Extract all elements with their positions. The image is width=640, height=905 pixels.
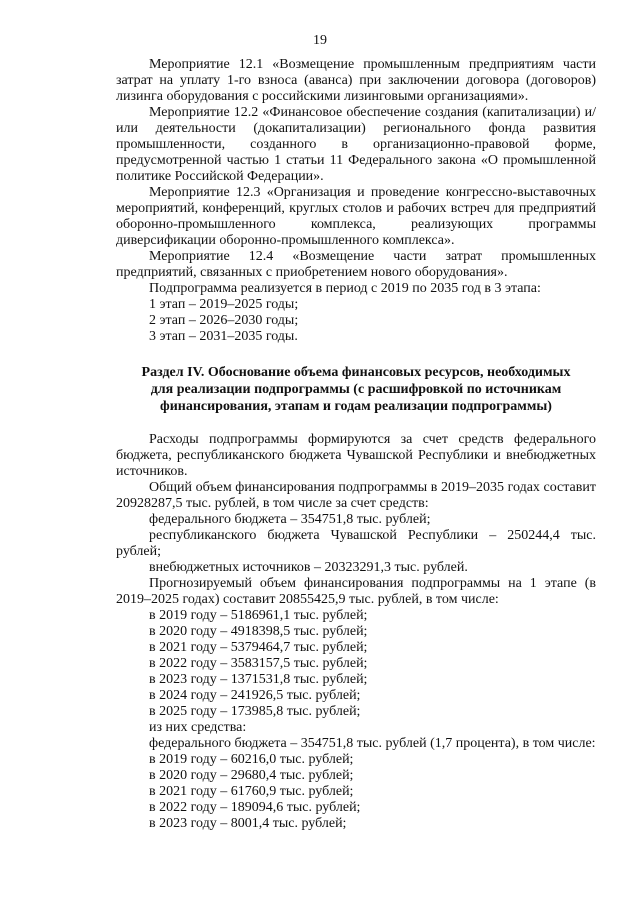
text-line: в 2022 году – 189094,6 тыс. рублей;: [149, 800, 361, 815]
text-line: из них средства:: [149, 720, 247, 735]
measures-section: [116, 57, 596, 345]
paragraph: Прогнозируемый объем финансирования подпрограммы на 1 этапе (в 2019–2025 годах) составит 20855425,9 тыс. рублей, в том числе:: [116, 576, 596, 607]
page-number: 19: [313, 33, 327, 48]
heading-line: финансирования, этапам и годам реализации подпрограммы): [160, 399, 552, 414]
section-heading: [116, 364, 596, 415]
text-line: в 2025 году – 173985,8 тыс. рублей;: [149, 704, 361, 719]
text-line: федерального бюджета – 354751,8 тыс. рублей;: [149, 512, 431, 527]
text-line: 3 этап – 2031–2035 годы.: [149, 329, 298, 344]
text-line: 1 этап – 2019–2025 годы;: [149, 297, 299, 312]
paragraph: Общий объем финансирования подпрограммы в 2019–2035 годах составит 20928287,5 тыс. рублей, в том числе за счет средств:: [116, 480, 596, 511]
text-line: в 2021 году – 61760,9 тыс. рублей;: [149, 784, 354, 799]
paragraph: республиканского бюджета Чувашской Республики – 250244,4 тыс. рублей;: [116, 528, 596, 559]
paragraph: Мероприятие 12.3 «Организация и проведение конгрессно-выставочных мероприятий, конференций, круглых столов и рабочих встреч для предприятий оборонно-промышленного комплекса, реализующих программы диверсификации оборонно-промышленного комплекса».: [116, 185, 596, 248]
text-line: в 2019 году – 5186961,1 тыс. рублей;: [149, 608, 368, 623]
text-line: в 2020 году – 4918398,5 тыс. рублей;: [149, 624, 368, 639]
text-line: в 2019 году – 60216,0 тыс. рублей;: [149, 752, 354, 767]
paragraph: Мероприятие 12.1 «Возмещение промышленным предприятиям части затрат на уплату 1-го взноса (аванса) при заключении договора (договоров) лизинга оборудования с российскими лизинговыми организациями».: [116, 57, 596, 104]
text-line: в 2020 году – 29680,4 тыс. рублей;: [149, 768, 354, 783]
text-line: в 2022 году – 3583157,5 тыс. рублей;: [149, 656, 368, 671]
text-line: в 2024 году – 241926,5 тыс. рублей;: [149, 688, 361, 703]
text-line: в 2023 году – 1371531,8 тыс. рублей;: [149, 672, 368, 687]
text-line: 2 этап – 2026–2030 годы;: [149, 313, 299, 328]
heading-line: для реализации подпрограммы (с расшифровкой по источникам: [150, 382, 562, 397]
text-line: внебюджетных источников – 20323291,3 тыс. рублей.: [149, 560, 468, 575]
financing-section: [116, 432, 596, 832]
paragraph: Мероприятие 12.2 «Финансовое обеспечение создания (капитализации) и/или деятельности (докапитализации) регионального фонда развития промышленности, созданного в организационно-правовой форме, предусмотренной частью 1 статьи 11 Федерального закона «О промышленной политике Российской Федерации».: [116, 105, 596, 184]
paragraph: Расходы подпрограммы формируются за счет средств федерального бюджета, республиканского бюджета Чувашской Республики и внебюджетных источников.: [116, 432, 596, 479]
heading-line: Раздел IV. Обоснование объема финансовых ресурсов, необходимых: [141, 365, 571, 380]
text-line: в 2021 году – 5379464,7 тыс. рублей;: [149, 640, 368, 655]
text-line: Подпрограмма реализуется в период с 2019 по 2035 год в 3 этапа:: [149, 281, 541, 296]
text-line: федерального бюджета – 354751,8 тыс. рублей (1,7 процента), в том числе:: [149, 736, 596, 751]
text-line: в 2023 году – 8001,4 тыс. рублей;: [149, 816, 347, 831]
paragraph: Мероприятие 12.4 «Возмещение части затрат промышленных предприятий, связанных с приобретением нового оборудования».: [116, 249, 596, 280]
